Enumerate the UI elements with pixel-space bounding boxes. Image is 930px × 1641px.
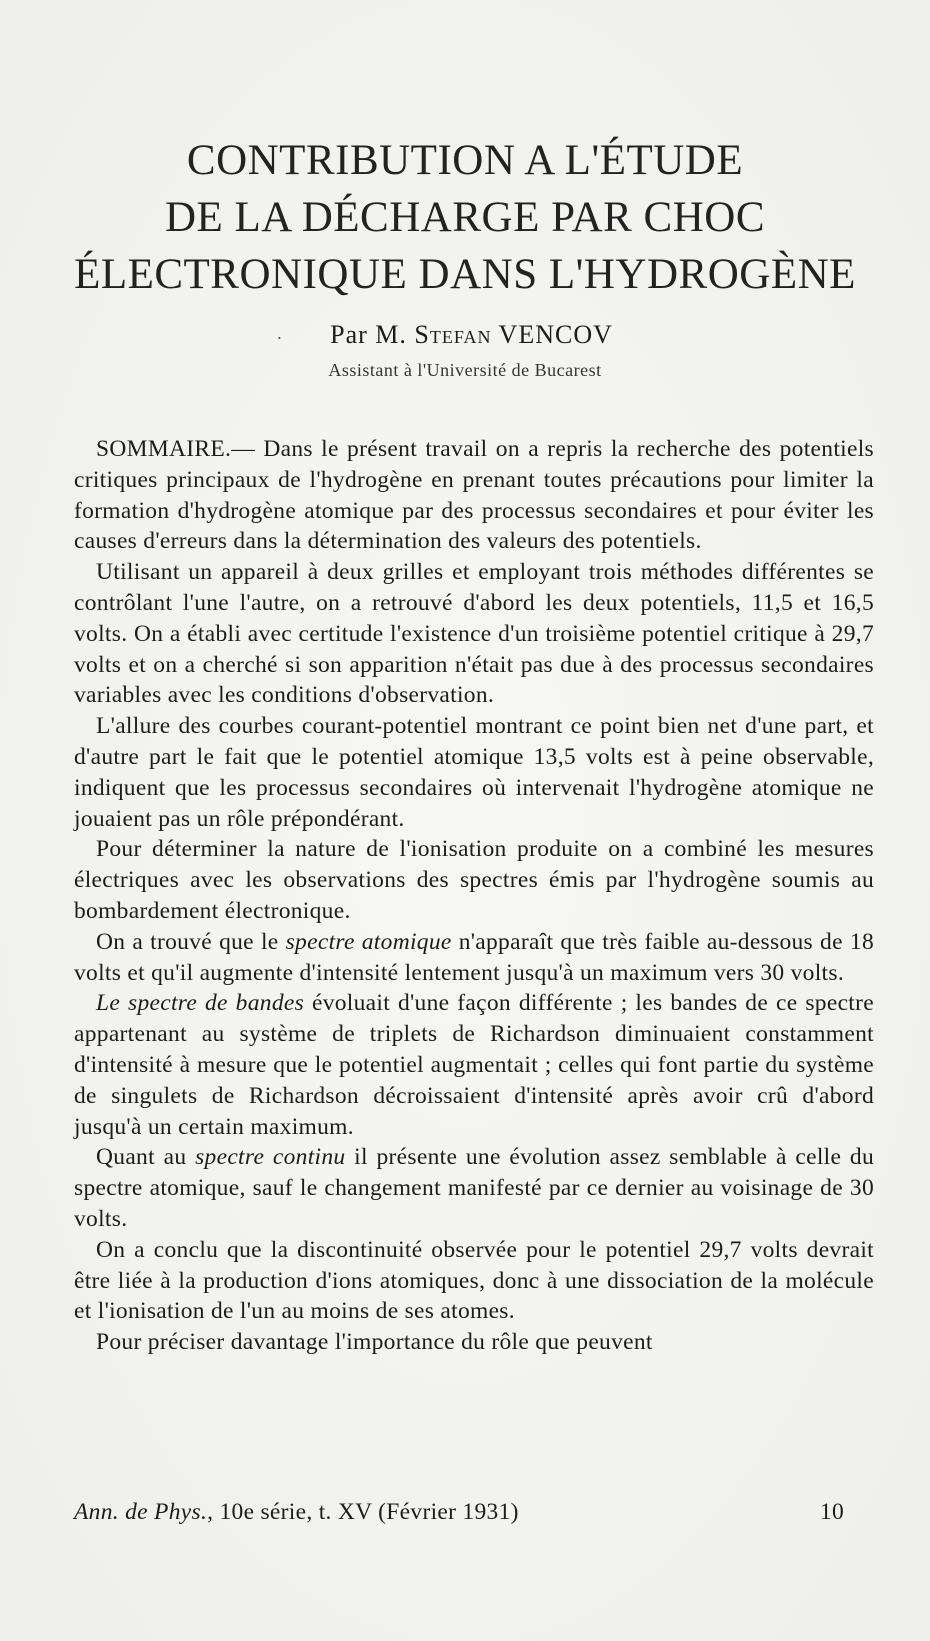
paragraph-7 <box>74 1142 874 1234</box>
p5-text-a: On a trouvé que le <box>96 928 286 955</box>
article-title <box>0 132 930 303</box>
author-first-name: Stefan <box>414 320 492 349</box>
paragraph-2: Utilisant un appareil à deux grilles et employant trois méthodes différentes se contrôlant l'une l'autre, on a retrouvé d'abord les deux potentiels, 11,5 et 16,5 volts. On a établi avec certitude l'existence d'un troisième potentiel critique à 29,7 volts et on a cherché si son apparition n'était pas due à des processus secondaires variables avec les conditions d'observation. <box>74 559 874 709</box>
p6-emphasis: Le spectre de bandes <box>96 990 305 1017</box>
paragraph-6 <box>74 988 874 1142</box>
p7-text-a: Quant au <box>96 1144 196 1171</box>
journal-details: , 10e série, t. XV (Février 1931) <box>207 1499 519 1525</box>
title-line-2: DE LA DÉCHARGE PAR CHOC <box>164 194 766 241</box>
paragraph-8: On a conclu que la discontinuité observée pour le potentiel 29,7 volts devrait être liée à la production d'ions atomiques, donc à une dissociation de la molécule et l'ionisation de l'un au moins de ses atomes. <box>74 1236 874 1325</box>
paragraph-summary <box>74 434 874 557</box>
paragraph-4: Pour déterminer la nature de l'ionisation produite on a combiné les mesures électriques avec les observations des spectres émis par l'hydrogène soumis au bombardement électronique. <box>74 836 874 924</box>
author-prefix: Par M. <box>330 320 407 349</box>
p5-text-b: n'apparaît que très faible au-dessous de 18 volts et qu'il augmente d'intensité lentement jusqu'à un maximum vers 30 volts. <box>74 928 874 986</box>
abstract-body <box>74 434 874 1358</box>
p6-text-b: évoluait d'une façon différente ; les bandes de ce spectre appartenant au système de triplets de Richardson diminuaient constamment d'intensité à mesure que le potentiel augmentait ; celles qui font partie du système de singulets de Richardson décroissaient d'intensité après avoir crû d'abord jusqu'à un certain maximum. <box>74 990 874 1140</box>
margin-mark: . <box>277 323 283 343</box>
summary-label: SOMMAIRE.— <box>96 436 256 462</box>
paragraph-3: L'allure des courbes courant-potentiel montrant ce point bien net d'une part, et d'autre part le fait que le potentiel atomique 13,5 volts est à peine observable, indiquent que les processus secondaires où intervenait l'hydrogène atomique ne jouaient pas un rôle prépondérant. <box>74 713 874 832</box>
p7-text-b: il présente une évolution assez semblable à celle du spectre atomique, sauf le changement manifesté par ce dernier au voisinage de 30 volts. <box>74 1144 875 1232</box>
author-affiliation: Assistant à l'Université de Bucarest <box>328 360 602 380</box>
author-last-name: VENCOV <box>498 320 613 349</box>
page-footer <box>74 1499 874 1526</box>
author-line <box>0 320 930 350</box>
page-number: 10 <box>819 1499 844 1525</box>
summary-text: Dans le présent travail on a repris la recherche des potentiels critiques principaux de l'hydrogène en prenant toutes précautions pour limiter la formation d'hydrogène atomique par des processus secondaires et pour éviter les causes d'erreurs dans la détermination des valeurs des potentiels. <box>74 436 874 555</box>
p7-emphasis: spectre continu <box>195 1144 346 1171</box>
journal-name: Ann. de Phys. <box>74 1499 208 1525</box>
paragraph-5 <box>74 927 874 989</box>
title-line-1: CONTRIBUTION A L'ÉTUDE <box>186 137 744 184</box>
title-line-3: ÉLECTRONIQUE DANS L'HYDROGÈNE <box>74 251 856 298</box>
paragraph-9: Pour préciser davantage l'importance du rôle que peuvent <box>96 1329 653 1356</box>
p5-emphasis: spectre atomique <box>285 928 452 955</box>
